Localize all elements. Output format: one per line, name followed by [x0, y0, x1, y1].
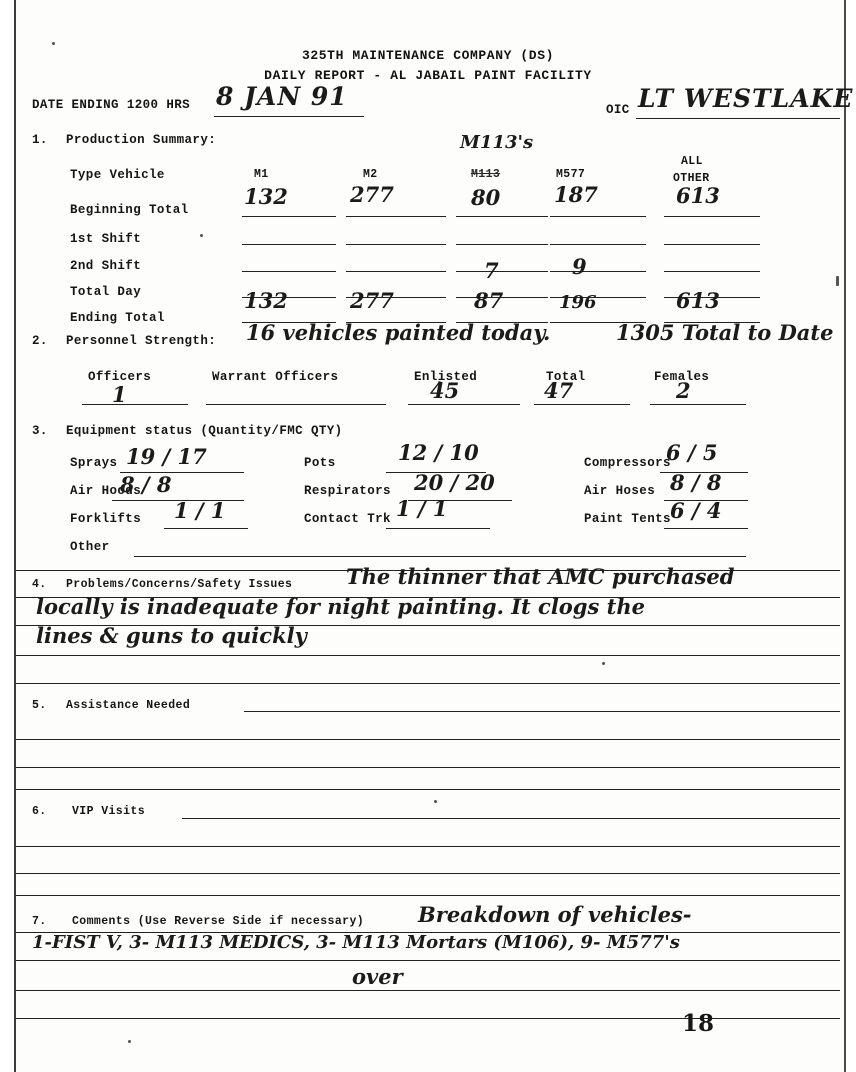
oic-rule [636, 118, 840, 119]
field-rule[interactable] [134, 556, 746, 557]
sprays-label: Sprays [70, 456, 118, 470]
section4-text-line1[interactable]: The thinner that AMC purchased [346, 564, 735, 589]
section4-text-line2[interactable]: locally is inadequate for night painting. It clogs the [36, 594, 645, 619]
contact-trk-value[interactable]: 8 / 8 [670, 470, 722, 495]
total-label: Total [546, 370, 586, 384]
row-label-2nd-shift: 2nd Shift [70, 259, 142, 273]
cell-rule[interactable] [242, 244, 336, 245]
section5-title: Assistance Needed [66, 699, 191, 712]
scan-right-edge [844, 0, 856, 1072]
contact-trk-label: Air Hoses [584, 484, 656, 498]
enlisted-label: Enlisted [414, 370, 478, 384]
type-vehicle-label: Type Vehicle [70, 168, 165, 182]
beginning-total-m113[interactable]: 80 [471, 185, 501, 210]
form-title-line1: 325TH MAINTENANCE COMPANY (DS) [301, 48, 555, 63]
cell-rule[interactable] [550, 244, 646, 245]
other-label: Other [70, 540, 110, 554]
air-hoods-label: Pots [304, 456, 336, 470]
paint-tents-value[interactable]: 6 / 4 [670, 498, 722, 523]
oic-label: OIC [606, 103, 630, 117]
total-value[interactable]: 47 [544, 378, 574, 403]
cell-rule[interactable] [456, 271, 548, 272]
section4-text-line3[interactable]: lines & guns to quickly [36, 623, 307, 648]
section7-rule-4[interactable] [16, 1018, 840, 1019]
ending-total-all-other[interactable]: 613 [676, 288, 720, 313]
row-label-beginning-total: Beginning Total [70, 203, 189, 217]
field-rule[interactable] [650, 404, 746, 405]
date-ending-value[interactable]: 8 JAN 91 [216, 82, 348, 111]
section3-title: Equipment status (Quantity/FMC QTY) [66, 424, 343, 438]
ending-total-m2[interactable]: 277 [350, 288, 394, 313]
row-label-ending-total: Ending Total [70, 311, 165, 325]
cell-rule [242, 216, 336, 217]
column-header-m577: M577 [556, 168, 586, 181]
section3-number: 3. [32, 424, 48, 438]
officers-value[interactable]: 1 [112, 382, 127, 407]
beginning-total-m577[interactable]: 187 [554, 182, 598, 207]
field-rule[interactable] [386, 528, 490, 529]
section6-rule-3[interactable] [16, 873, 840, 874]
total-day-m113[interactable]: 7 [484, 258, 499, 283]
cell-rule[interactable] [346, 244, 446, 245]
cell-rule[interactable] [550, 271, 646, 272]
compressors-value[interactable]: 1 / 1 [174, 498, 226, 523]
cell-rule[interactable] [346, 271, 446, 272]
section6-number: 6. [32, 805, 47, 818]
sprays-value[interactable]: 19 / 17 [126, 444, 207, 469]
ending-total-m577[interactable]: 196 [559, 292, 597, 313]
cell-rule [664, 216, 760, 217]
column-header-m113-handwritten[interactable]: M113's [460, 132, 534, 153]
ending-total-m1[interactable]: 132 [244, 288, 288, 313]
oic-value[interactable]: LT WESTLAKE [638, 84, 854, 113]
section5-rule-3[interactable] [16, 767, 840, 768]
beginning-total-all-other[interactable]: 613 [676, 183, 720, 208]
cell-rule [550, 216, 646, 217]
cell-rule[interactable] [664, 271, 760, 272]
section1-number: 1. [32, 133, 48, 147]
date-ending-label: DATE ENDING 1200 HRS [32, 98, 191, 112]
column-header-m1: M1 [254, 168, 269, 181]
field-rule[interactable] [82, 404, 188, 405]
warrant-officers-label: Warrant Officers [212, 370, 339, 384]
row-label-total-day: Total Day [70, 285, 142, 299]
section2-title: Personnel Strength: [66, 334, 217, 348]
total-day-m577[interactable]: 9 [572, 254, 587, 279]
section7-text-line1[interactable]: Breakdown of vehicles- [418, 902, 692, 927]
section6-rule-1[interactable] [182, 818, 840, 819]
section4-number: 4. [32, 578, 47, 591]
females-label: Females [654, 370, 710, 384]
scan-left-edge [0, 0, 16, 1072]
page-number: 18 [682, 1010, 715, 1037]
field-rule[interactable] [408, 404, 520, 405]
field-rule[interactable] [164, 528, 248, 529]
cell-rule [456, 216, 548, 217]
section5-rule-4[interactable] [16, 789, 840, 790]
section7-number: 7. [32, 915, 47, 928]
beginning-total-m2[interactable]: 277 [350, 182, 394, 207]
column-header-other: OTHER [673, 172, 710, 185]
section4-rule-4[interactable] [16, 683, 840, 684]
field-rule[interactable] [206, 404, 386, 405]
forklifts-label: Compressors [584, 456, 671, 470]
section1-title: Production Summary: [66, 133, 217, 147]
cell-rule[interactable] [242, 271, 336, 272]
enlisted-value[interactable]: 45 [430, 378, 460, 403]
column-header-m113-typed: M113 [471, 168, 501, 181]
field-rule[interactable] [664, 528, 748, 529]
section7-text-line2[interactable]: 1-FIST V, 3- M113 MEDICS, 3- M113 Mortars (M106), 9- M577's [32, 932, 680, 953]
section5-rule-2[interactable] [16, 739, 840, 740]
females-value[interactable]: 2 [676, 378, 691, 403]
form-sheet [16, 0, 854, 1072]
section7-text-line3[interactable]: over [352, 964, 403, 989]
air-hoods-value[interactable]: 12 / 10 [398, 440, 479, 465]
form-title-line2: DAILY REPORT - AL JABAIL PAINT FACILITY [264, 68, 592, 83]
personnel-note[interactable]: 16 vehicles painted today. [246, 320, 551, 345]
section7-rule-3[interactable] [16, 990, 840, 991]
column-header-m2: M2 [363, 168, 378, 181]
section7-title: Comments (Use Reverse Side if necessary) [72, 915, 365, 928]
paint-tents-label: Paint Tents [584, 512, 671, 526]
section7-rule-2[interactable] [16, 960, 840, 961]
cell-rule [346, 216, 446, 217]
date-ending-rule [214, 116, 364, 117]
section4-rule-3[interactable] [16, 655, 840, 656]
pots-label: Air Hoods [70, 484, 142, 498]
pots-value[interactable]: 8 / 8 [120, 472, 172, 497]
cell-rule[interactable] [664, 244, 760, 245]
row-label-1st-shift: 1st Shift [70, 232, 142, 246]
ending-total-m113[interactable]: 87 [474, 288, 504, 313]
officers-label: Officers [88, 370, 152, 384]
section2-number: 2. [32, 334, 48, 348]
section4-title: Problems/Concerns/Safety Issues [66, 578, 293, 591]
compressors-label: Forklifts [70, 512, 142, 526]
forklifts-value[interactable]: 6 / 5 [666, 440, 718, 465]
section6-title: VIP Visits [72, 805, 146, 818]
section5-rule-1[interactable] [244, 711, 840, 712]
section6-rule-2[interactable] [16, 846, 840, 847]
air-hoses-value[interactable]: 1 / 1 [396, 496, 448, 521]
field-rule[interactable] [534, 404, 630, 405]
cell-rule[interactable] [456, 244, 548, 245]
air-hoses-label: Contact Trk [304, 512, 391, 526]
section5-number: 5. [32, 699, 47, 712]
personnel-note-total[interactable]: 1305 Total to Date [616, 320, 834, 345]
respirators-value[interactable]: 20 / 20 [414, 470, 495, 495]
respirators-label: Respirators [304, 484, 391, 498]
section6-rule-4[interactable] [16, 895, 840, 896]
beginning-total-m1[interactable]: 132 [244, 184, 288, 209]
column-header-all: ALL [681, 155, 703, 168]
